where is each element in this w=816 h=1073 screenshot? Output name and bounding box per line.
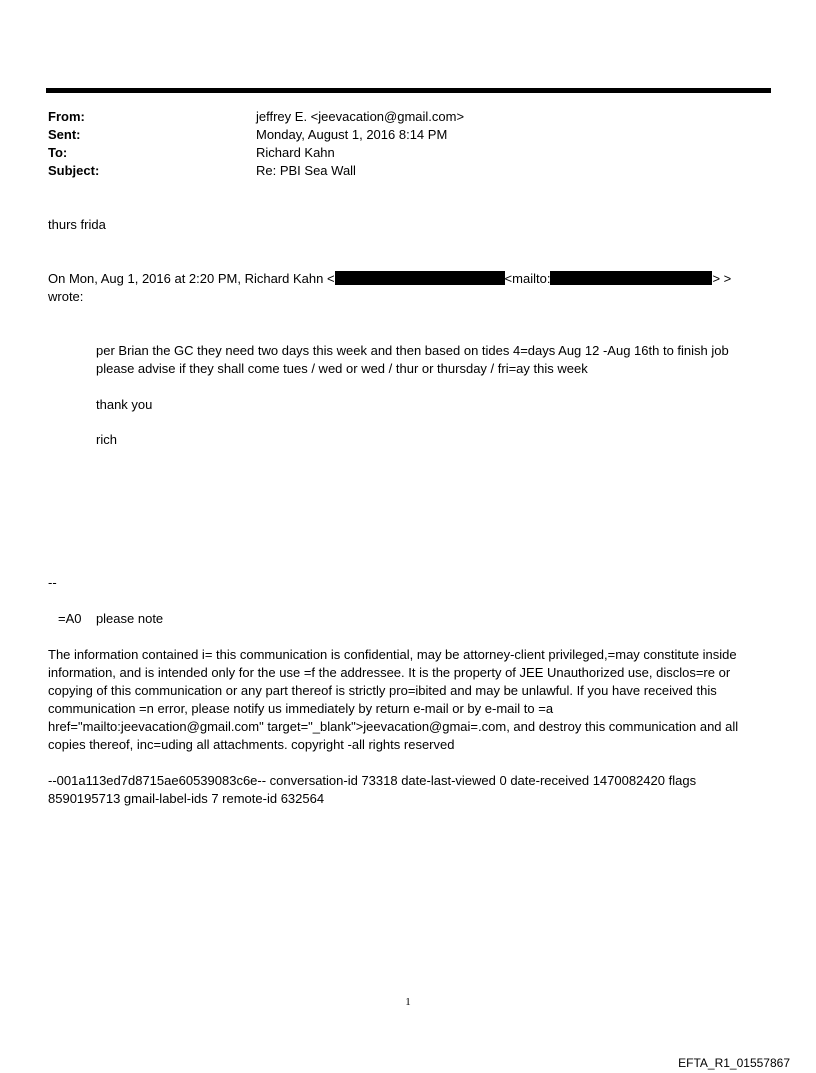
subject-label: Subject: [48, 163, 100, 178]
sent-value: Monday, August 1, 2016 8:14 PM [256, 127, 448, 142]
quoted-signature: rich [96, 432, 117, 447]
quote-intro-start: On Mon, Aug 1, 2016 at 2:20 PM, Richard Kahn < [48, 271, 335, 286]
quote-intro [48, 270, 731, 288]
quoted-thanks: thank you [96, 397, 153, 412]
quoted-line: please advise if they shall come tues / wed or wed / thur or thursday / fri=ay this week [96, 361, 588, 376]
confidentiality-disclaimer: The information contained i= this communication is confidential, may be attorney-client privileged,=may constitute inside information, and is intended only for the use =f the addressee. It is the property of JEE Unauthorized use, disclos=re or copying of this communication or any part thereof is strictly pro=ibited and may be unlawful. If you have received this communication =n error, please notify us immediately by return e-mail or by e-mail to =a href="mailto:jeevacation@gmail.com" target="_blank">jeevacation@gmai=.com, and destroy this communication and all copies thereof, inc=uding all attachments. copyright -all rights reserved [48, 647, 739, 752]
to-label: To: [48, 145, 68, 160]
quoted-line: per Brian the GC they need two days this week and then based on tides 4=days Aug 12 -Aug 16th to finish job [96, 343, 729, 358]
signature-separator: -- [48, 575, 57, 590]
quote-mailto: <mailto: [504, 271, 551, 286]
subject-value: Re: PBI Sea Wall [256, 163, 356, 178]
page-number: 1 [405, 996, 411, 1008]
from-label: From: [48, 109, 85, 124]
header-rule [46, 88, 771, 93]
please-note: =A0 please note [58, 611, 164, 626]
document-id: EFTA_R1_01557867 [678, 1056, 790, 1070]
redaction-block [335, 271, 505, 285]
reply-text: thurs frida [48, 217, 106, 232]
from-value: jeffrey E. <jeevacation@gmail.com> [256, 109, 465, 124]
quote-intro-end: > > [712, 271, 732, 286]
sent-label: Sent: [48, 127, 81, 142]
message-metadata: --001a113ed7d8715ae60539083c6e-- conversation-id 73318 date-last-viewed 0 date-received 1470082420 flags 8590195713 gmail-label-ids 7 remote-id 632564 [48, 773, 697, 806]
quote-wrote: wrote: [48, 289, 84, 304]
to-value: Richard Kahn [256, 145, 335, 160]
redaction-block [550, 271, 712, 285]
